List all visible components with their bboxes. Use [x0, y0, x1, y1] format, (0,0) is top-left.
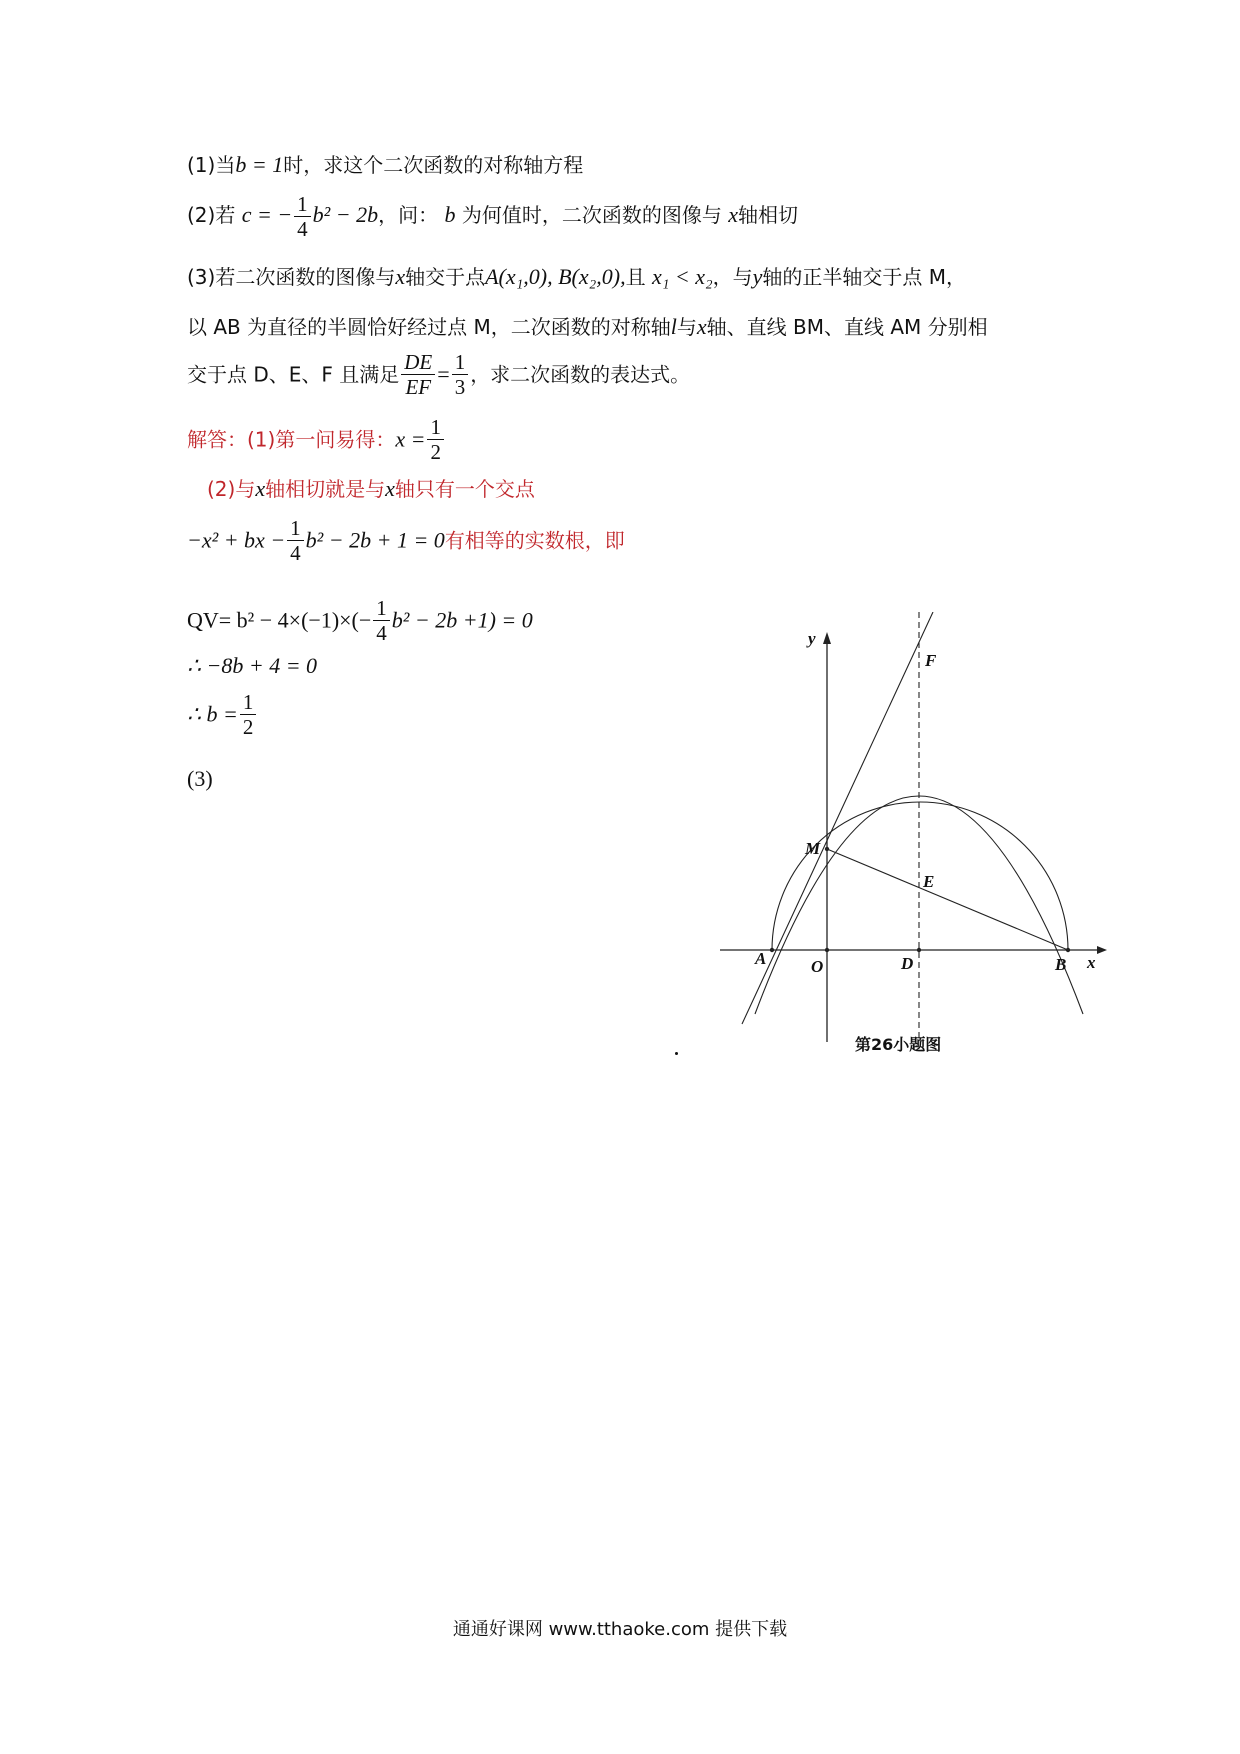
discriminant-line: QV= b² − 4×(−1)×(− $\frac{1}{4}$ b² − 2b +1) = 0 — [187, 596, 533, 646]
step-1: ∴ −8b + 4 = 0 — [187, 653, 318, 678]
answer-2: (2)与x轴相切就是与x轴只有一个交点 — [207, 476, 535, 501]
label-d: D — [901, 954, 914, 973]
figure-caption: 第26小题图 — [855, 1035, 942, 1054]
fraction-one-quarter: $\frac{1}{4}$ — [287, 516, 304, 565]
label-a: A — [755, 949, 767, 968]
label-f: F — [925, 651, 937, 670]
question-3-line-3: 交于点 D、E、F 且满足 $\frac{DE}{EF}$ = $\frac{1}{3}$ ，求二次函数的表达式。 — [187, 350, 691, 400]
question-3-line-2: 以 AB 为直径的半圆恰好经过点 M，二次函数的对称轴l与x轴、直线 BM、直线 AM 分别相 — [187, 314, 988, 339]
semicircle — [772, 802, 1068, 950]
parabola-figure — [715, 612, 1115, 1062]
label-y: y — [808, 629, 816, 648]
answer-2-equation: −x² + bx − $\frac{1}{4}$ b² − 2b + 1 = 0有相等的实数根，即 — [187, 516, 625, 566]
label-b: B — [1055, 955, 1067, 974]
y-axis-arrow — [823, 632, 831, 644]
footer: 通通好课网 www.tthaoke.com 提供下载 — [452, 1619, 788, 1640]
fraction-one-third: $\frac{1}{3}$ — [452, 350, 469, 399]
question-1: (1)当b = 1时，求这个二次函数的对称轴方程 — [187, 152, 584, 177]
fraction-one-quarter: $\frac{1}{4}$ — [294, 192, 311, 241]
label-e: E — [923, 872, 935, 891]
answer-1: 解答：(1)第一问易得：x = $\frac{1}{2}$ — [187, 415, 446, 464]
question-3-line-1: (3)若二次函数的图像与x轴交于点A(x₁,0), B(x₂,0),且 x₁ < x₂，与y轴的正半轴交于点 M， — [187, 264, 967, 289]
fraction-one-half: $\frac{1}{2}$ — [240, 690, 257, 739]
stray-dot — [675, 1052, 678, 1055]
label-o: O — [811, 957, 824, 976]
fraction-de-ef: $\frac{DE}{EF}$ — [401, 350, 435, 399]
step-2: ∴ b = $\frac{1}{2}$ — [187, 690, 258, 739]
x-axis-arrow — [1097, 946, 1107, 954]
fraction-one-quarter: $\frac{1}{4}$ — [373, 596, 390, 645]
q3-answer-label: (3) — [187, 766, 213, 791]
label-m: M — [805, 839, 821, 858]
fraction-one-half: $\frac{1}{2}$ — [427, 415, 444, 464]
label-x: x — [1087, 953, 1096, 972]
question-2: (2)若 c = − $\frac{1}{4}$ b² − 2b，问： b 为何值时，二次函数的图像与 x轴相切 — [187, 192, 798, 242]
